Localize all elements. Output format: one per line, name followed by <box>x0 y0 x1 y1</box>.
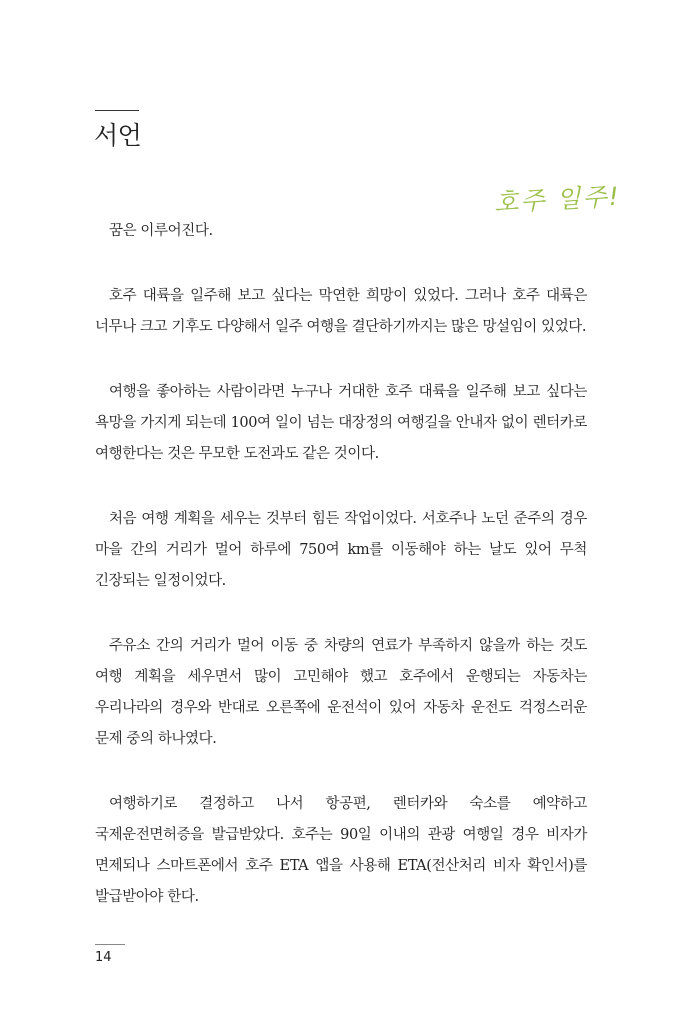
page-number-rule <box>95 944 125 945</box>
handwritten-note: 호주 일주! <box>493 181 622 218</box>
page-number: 14 <box>95 950 112 965</box>
title-rule <box>95 110 139 111</box>
paragraph-5: 주유소 간의 거리가 멀어 이동 중 차량의 연료가 부족하지 않을까 하는 것도 여행 계획을 세우면서 많이 고민해야 했고 호주에서 운행되는 자동차는 우리나라의 경우와 반대로 오른쪽에 운전석이 있어 자동차 운전도 걱정스러운 문제 중의 하나였다. <box>95 638 587 747</box>
paragraph-4: 처음 여행 계획을 세우는 것부터 힘든 작업이었다. 서호주나 노던 준주의 경우 마을 간의 거리가 멀어 하루에 750여 km를 이동해야 하는 날도 있어 무척 긴장되는 일정이었다. <box>95 511 587 589</box>
paragraph-3: 여행을 좋아하는 사람이라면 누구나 거대한 호주 대륙을 일주해 보고 싶다는 욕망을 가지게 되는데 100여 일이 넘는 대장정의 여행길을 안내자 없이 렌터카로 여행한다는 것은 무모한 도전과도 같은 것이다. <box>95 384 587 462</box>
paragraph-1: 꿈은 이루어진다. <box>109 223 213 239</box>
paragraph-6: 여행하기로 결정하고 나서 항공편, 렌터카와 숙소를 예약하고 국제운전면허증을 발급받았다. 호주는 90일 이내의 관광 여행일 경우 비자가 면제되나 스마트폰에서 호주 ETA 앱을 사용해 ETA(전산처리 비자 확인서)를 발급받아야 한다. <box>95 796 587 905</box>
page-title: 서언 <box>94 121 142 150</box>
paragraph-2: 호주 대륙을 일주해 보고 싶다는 막연한 희망이 있었다. 그러나 호주 대륙은 너무나 크고 기후도 다양해서 일주 여행을 결단하기까지는 많은 망설임이 있었다. <box>95 288 587 335</box>
body-text <box>95 216 587 947</box>
